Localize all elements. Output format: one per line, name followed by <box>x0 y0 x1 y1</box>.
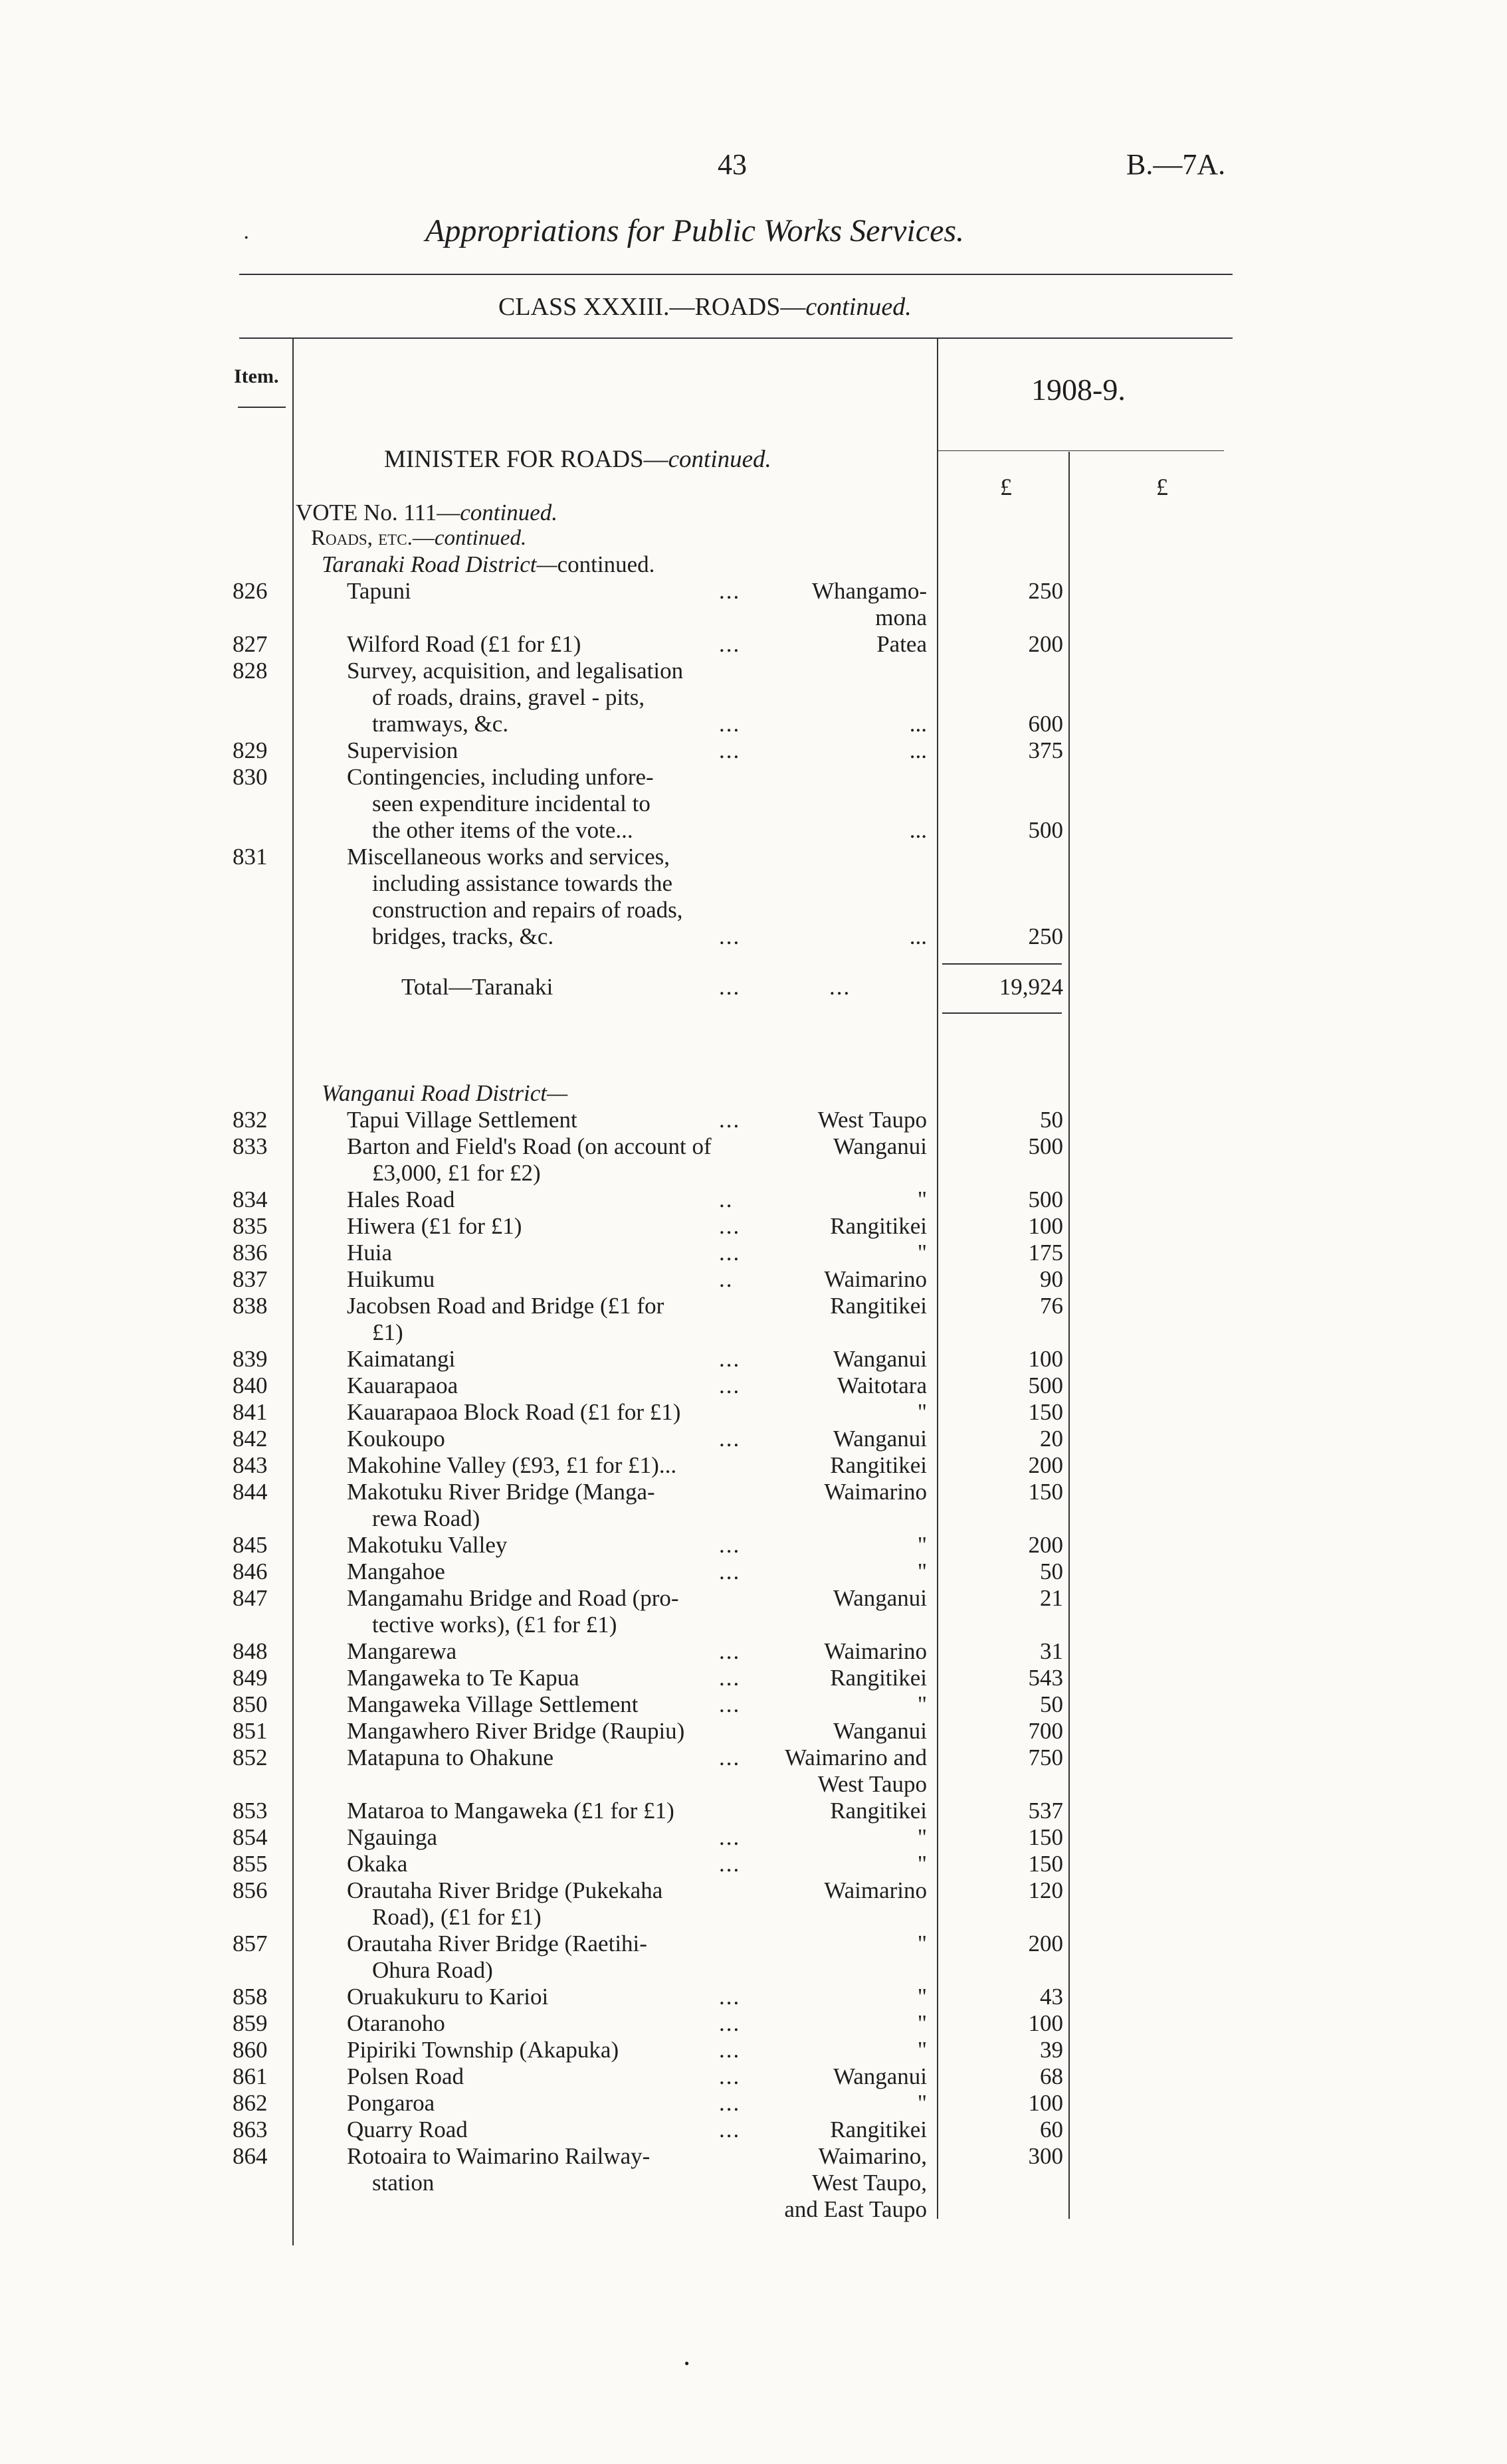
amount-value: 150 <box>1028 1399 1063 1425</box>
item-description: Jacobsen Road and Bridge (£1 for <box>347 1293 664 1319</box>
item-number: 827 <box>233 631 268 657</box>
district-name: Wanganui <box>833 1426 927 1452</box>
amount-value: 750 <box>1028 1745 1063 1770</box>
table-row <box>0 897 1507 923</box>
district-name: " <box>917 1851 927 1877</box>
item-description: seen expenditure incidental to <box>372 791 651 816</box>
total-dots: ... <box>719 974 741 1000</box>
item-number: 838 <box>233 1293 268 1319</box>
amount-value: 500 <box>1028 1186 1063 1212</box>
document-reference: B.—7A. <box>1126 148 1226 181</box>
amount-value: 500 <box>1028 817 1063 843</box>
district-name: Wanganui <box>833 1585 927 1611</box>
item-description: Road), (£1 for £1) <box>372 1904 542 1930</box>
table-row <box>0 1186 1507 1213</box>
item-description: Orautaha River Bridge (Pukekaha <box>347 1877 663 1903</box>
district-name: " <box>917 1824 927 1850</box>
item-description: Makotuku River Bridge (Manga- <box>347 1479 655 1505</box>
item-column-header: Item. <box>234 365 279 387</box>
district-name: " <box>917 1186 927 1212</box>
table-row <box>0 791 1507 817</box>
table-row <box>0 1559 1507 1585</box>
total-dots-2: ... <box>829 974 851 1000</box>
item-number: 848 <box>233 1638 268 1664</box>
item-number: 828 <box>233 658 268 684</box>
item-description: Pipiriki Township (Akapuka) <box>347 2037 619 2063</box>
item-number: 860 <box>233 2037 268 2063</box>
item-description: Matapuna to Ohakune <box>347 1745 554 1770</box>
leader-dots: ... <box>719 578 741 604</box>
district-name: and East Taupo <box>784 2196 927 2222</box>
district-name: mona <box>875 605 927 630</box>
item-description: Mangamahu Bridge and Road (pro- <box>347 1585 679 1611</box>
amount-value: 200 <box>1028 1532 1063 1558</box>
district-name: West Taupo <box>817 1771 927 1797</box>
table-row <box>0 711 1507 737</box>
table-row <box>0 1585 1507 1612</box>
amount-value: 250 <box>1028 923 1063 949</box>
wanganui-heading: Wanganui Road District— <box>322 1080 568 1106</box>
amount-value: 500 <box>1028 1133 1063 1159</box>
district-name: " <box>917 1931 927 1956</box>
item-description: Huikumu <box>347 1266 435 1292</box>
table-row <box>0 2090 1507 2117</box>
item-description: Miscellaneous works and services, <box>347 844 670 870</box>
item-description: tective works), (£1 for £1) <box>372 1612 617 1638</box>
item-number: 846 <box>233 1559 268 1584</box>
district-name: Waimarino and <box>785 1745 927 1770</box>
leader-dots: ... <box>719 1984 741 2010</box>
leader-dots: ... <box>719 1240 741 1266</box>
district-name: Wanganui <box>833 2063 927 2089</box>
item-number: 831 <box>233 844 268 870</box>
leader-dots: ... <box>719 1691 741 1717</box>
district-name: " <box>917 1532 927 1558</box>
item-number: 836 <box>233 1240 268 1266</box>
leader-dots: ... <box>719 1373 741 1398</box>
table-row <box>0 1851 1507 1877</box>
table-row <box>0 1638 1507 1665</box>
leader-dots: ... <box>719 1559 741 1584</box>
item-description: Mangahoe <box>347 1559 445 1584</box>
table-row <box>0 605 1507 631</box>
currency-symbol-2: £ <box>1156 474 1168 500</box>
item-description: Oruakukuru to Karioi <box>347 1984 549 2010</box>
bullet-mark: ● <box>245 234 249 240</box>
item-description: Mangarewa <box>347 1638 457 1664</box>
district-name: " <box>917 1240 927 1266</box>
table-row <box>0 1771 1507 1798</box>
table-row <box>0 1691 1507 1718</box>
leader-dots: ... <box>719 1426 741 1452</box>
district-name: West Taupo <box>817 1107 927 1133</box>
district-name: " <box>917 1691 927 1717</box>
table-row <box>0 2143 1507 2170</box>
amount-value: 76 <box>1040 1293 1063 1319</box>
district-name: Whangamo- <box>812 578 927 604</box>
item-number: 840 <box>233 1373 268 1398</box>
table-row <box>0 923 1507 950</box>
amount-value: 120 <box>1028 1877 1063 1903</box>
item-description: construction and repairs of roads, <box>372 897 683 923</box>
item-number: 830 <box>233 764 268 790</box>
district-name: ... <box>909 923 927 949</box>
item-description: Pongaroa <box>347 2090 435 2116</box>
page-number: 43 <box>718 148 747 181</box>
leader-dots: ... <box>719 631 741 657</box>
item-description: Otaranoho <box>347 2010 445 2036</box>
taranaki-heading: Taranaki Road District—continued. <box>322 551 655 577</box>
item-header-underline <box>238 407 286 408</box>
amount-value: 700 <box>1028 1718 1063 1744</box>
table-row <box>0 1452 1507 1479</box>
table-row <box>0 737 1507 764</box>
item-description: Okaka <box>347 1851 408 1877</box>
leader-dots: ... <box>719 1824 741 1850</box>
district-name: Waimarino <box>824 1266 927 1292</box>
district-name: Rangitikei <box>830 1213 927 1239</box>
item-number: 850 <box>233 1691 268 1717</box>
table-row <box>0 764 1507 791</box>
district-name: Rangitikei <box>830 1665 927 1691</box>
item-number: 859 <box>233 2010 268 2036</box>
amount-value: 200 <box>1028 631 1063 657</box>
table-row <box>0 870 1507 897</box>
item-number: 854 <box>233 1824 268 1850</box>
district-name: " <box>917 2010 927 2036</box>
item-description: the other items of the vote... <box>372 817 633 843</box>
amount-value: 21 <box>1040 1585 1063 1611</box>
item-description: Hiwera (£1 for £1) <box>347 1213 522 1239</box>
item-number: 851 <box>233 1718 268 1744</box>
district-name: Rangitikei <box>830 1293 927 1319</box>
table-row <box>0 1745 1507 1771</box>
table-row <box>0 1957 1507 1984</box>
leader-dots: .. <box>719 1266 734 1292</box>
item-description: £3,000, £1 for £2) <box>372 1160 541 1186</box>
vote-heading: VOTE No. 111—continued. <box>296 500 558 525</box>
item-description: Ohura Road) <box>372 1957 493 1983</box>
table-row <box>0 1399 1507 1426</box>
table-row <box>0 631 1507 658</box>
table-row <box>0 1319 1507 1346</box>
year-underline <box>938 450 1224 451</box>
leader-dots: ... <box>719 1745 741 1770</box>
item-description: Huia <box>347 1240 393 1266</box>
amount-value: 150 <box>1028 1479 1063 1505</box>
item-description: Quarry Road <box>347 2117 468 2142</box>
amount-value: 543 <box>1028 1665 1063 1691</box>
item-description: Makohine Valley (£93, £1 for £1)... <box>347 1452 677 1478</box>
table-row <box>0 1346 1507 1373</box>
total-label: Total—Taranaki <box>401 974 553 1000</box>
district-name: " <box>917 1399 927 1425</box>
table-row <box>0 2170 1507 2196</box>
table-row <box>0 2196 1507 2223</box>
table-row <box>0 1931 1507 1957</box>
taranaki-total-row <box>0 974 1507 1000</box>
item-description: tramways, &c. <box>372 711 509 737</box>
district-name: " <box>917 2090 927 2116</box>
amount-value: 537 <box>1028 1798 1063 1824</box>
district-name: Waimarino <box>824 1638 927 1664</box>
leader-dots: ... <box>719 2117 741 2142</box>
item-number: 844 <box>233 1479 268 1505</box>
amount-value: 100 <box>1028 2010 1063 2036</box>
amount-value: 43 <box>1040 1984 1063 2010</box>
table-row <box>0 1213 1507 1240</box>
leader-dots: .. <box>719 1186 734 1212</box>
table-row <box>0 817 1507 844</box>
table-row <box>0 2010 1507 2037</box>
district-name: " <box>917 1984 927 2010</box>
table-row <box>0 1107 1507 1133</box>
year-header: 1908-9. <box>1031 373 1126 407</box>
amount-value: 60 <box>1040 2117 1063 2142</box>
district-name: Rangitikei <box>830 1452 927 1478</box>
amount-value: 50 <box>1040 1107 1063 1133</box>
item-number: 837 <box>233 1266 268 1292</box>
currency-symbol-1: £ <box>1000 474 1012 500</box>
table-row <box>0 1373 1507 1399</box>
table-row <box>0 1133 1507 1160</box>
amount-value: 150 <box>1028 1824 1063 1850</box>
item-number: 845 <box>233 1532 268 1558</box>
item-number: 834 <box>233 1186 268 1212</box>
leader-dots: ... <box>719 2063 741 2089</box>
district-name: Waimarino, <box>818 2143 927 2169</box>
minister-heading: MINISTER FOR ROADS—continued. <box>384 446 771 473</box>
leader-dots: ... <box>719 923 741 949</box>
district-name: Rangitikei <box>830 2117 927 2142</box>
item-description: including assistance towards the <box>372 870 672 896</box>
district-name: Rangitikei <box>830 1798 927 1824</box>
district-name: ... <box>909 817 927 843</box>
class-heading: CLASS XXXIII.—ROADS—continued. <box>498 293 912 321</box>
item-description: Survey, acquisition, and legalisation <box>347 658 684 684</box>
item-description: Mangaweka to Te Kapua <box>347 1665 579 1691</box>
item-description: Supervision <box>347 737 458 763</box>
total-amount: 19,924 <box>999 974 1063 1000</box>
title-rule <box>239 274 1233 275</box>
item-number: 829 <box>233 737 268 763</box>
leader-dots: ... <box>719 737 741 763</box>
item-description: Wilford Road (£1 for £1) <box>347 631 581 657</box>
district-name: Patea <box>876 631 927 657</box>
amount-value: 600 <box>1028 711 1063 737</box>
leader-dots: ... <box>719 1665 741 1691</box>
table-row <box>0 1984 1507 2010</box>
amount-value: 200 <box>1028 1931 1063 1956</box>
table-row <box>0 1293 1507 1319</box>
table-row <box>0 684 1507 711</box>
item-description: Hales Road <box>347 1186 455 1212</box>
amount-value: 375 <box>1028 737 1063 763</box>
amount-value: 50 <box>1040 1691 1063 1717</box>
item-description: Polsen Road <box>347 2063 464 2089</box>
table-row <box>0 1160 1507 1186</box>
item-description: Mangawhero River Bridge (Raupiu) <box>347 1718 685 1744</box>
district-name: Wanganui <box>833 1346 927 1372</box>
item-number: 861 <box>233 2063 268 2089</box>
leader-dots: ... <box>719 2037 741 2063</box>
table-row <box>0 1904 1507 1931</box>
table-row <box>0 1824 1507 1851</box>
table-row <box>0 578 1507 605</box>
item-number: 833 <box>233 1133 268 1159</box>
district-name: Wanganui <box>833 1133 927 1159</box>
table-row <box>0 2063 1507 2090</box>
item-number: 856 <box>233 1877 268 1903</box>
amount-value: 68 <box>1040 2063 1063 2089</box>
item-description: Contingencies, including unfore- <box>347 764 654 790</box>
amount-value: 175 <box>1028 1240 1063 1266</box>
leader-dots: ... <box>719 1346 741 1372</box>
item-description: Makotuku Valley <box>347 1532 508 1558</box>
table-row <box>0 2117 1507 2143</box>
item-description: rewa Road) <box>372 1505 480 1531</box>
item-description: £1) <box>372 1319 403 1345</box>
item-description: station <box>372 2170 435 2196</box>
leader-dots: ... <box>719 2090 741 2116</box>
leader-dots: ... <box>719 711 741 737</box>
table-row <box>0 1505 1507 1532</box>
district-name: Waimarino <box>824 1877 927 1903</box>
table-row <box>0 1532 1507 1559</box>
amount-value: 150 <box>1028 1851 1063 1877</box>
table-row <box>0 658 1507 684</box>
item-description: Mataroa to Mangaweka (£1 for £1) <box>347 1798 674 1824</box>
item-number: 858 <box>233 1984 268 2010</box>
table-row <box>0 1718 1507 1745</box>
table-row <box>0 1877 1507 1904</box>
amount-value: 250 <box>1028 578 1063 604</box>
item-number: 842 <box>233 1426 268 1452</box>
amount-value: 300 <box>1028 2143 1063 2169</box>
table-row <box>0 1266 1507 1293</box>
amount-value: 100 <box>1028 2090 1063 2116</box>
item-number: 855 <box>233 1851 268 1877</box>
leader-dots: ... <box>719 1638 741 1664</box>
item-description: Ngauinga <box>347 1824 438 1850</box>
table-row <box>0 844 1507 870</box>
item-number: 835 <box>233 1213 268 1239</box>
leader-dots: ... <box>719 2010 741 2036</box>
amount-value: 100 <box>1028 1213 1063 1239</box>
total-under-rule <box>942 1012 1062 1014</box>
table-row <box>0 1798 1507 1824</box>
total-rule <box>942 963 1062 965</box>
leader-dots: ... <box>719 1213 741 1239</box>
item-description: Tapui Village Settlement <box>347 1107 577 1133</box>
item-description: Kauarapaoa <box>347 1373 458 1398</box>
amount-value: 50 <box>1040 1559 1063 1584</box>
item-number: 863 <box>233 2117 268 2142</box>
item-number: 852 <box>233 1745 268 1770</box>
table-row <box>0 1665 1507 1691</box>
amount-value: 200 <box>1028 1452 1063 1478</box>
table-row <box>0 1612 1507 1638</box>
item-description: bridges, tracks, &c. <box>372 923 554 949</box>
district-name: ... <box>909 711 927 737</box>
item-description: Kaimatangi <box>347 1346 456 1372</box>
item-description: of roads, drains, gravel - pits, <box>372 684 645 710</box>
item-number: 847 <box>233 1585 268 1611</box>
district-name: Wanganui <box>833 1718 927 1744</box>
item-description: Koukoupo <box>347 1426 445 1452</box>
district-name: Waitotara <box>837 1373 927 1398</box>
amount-value: 31 <box>1040 1638 1063 1664</box>
amount-value: 20 <box>1040 1426 1063 1452</box>
district-name: West Taupo, <box>812 2170 927 2196</box>
roads-heading: Roads, etc.—continued. <box>311 526 527 550</box>
district-name: ... <box>909 737 927 763</box>
item-description: Orautaha River Bridge (Raetihi- <box>347 1931 647 1956</box>
item-number: 826 <box>233 578 268 604</box>
item-number: 864 <box>233 2143 268 2169</box>
amount-value: 39 <box>1040 2037 1063 2063</box>
amount-value: 90 <box>1040 1266 1063 1292</box>
table-row <box>0 1240 1507 1266</box>
amount-value: 500 <box>1028 1373 1063 1398</box>
district-name: " <box>917 2037 927 2063</box>
leader-dots: ... <box>719 1851 741 1877</box>
item-description: Mangaweka Village Settlement <box>347 1691 639 1717</box>
table-row <box>0 1426 1507 1452</box>
item-number: 839 <box>233 1346 268 1372</box>
item-description: Barton and Field's Road (on account of <box>347 1133 712 1159</box>
item-description: Rotoaira to Waimarino Railway- <box>347 2143 651 2169</box>
footer-dot: ● <box>684 2358 690 2368</box>
leader-dots: ... <box>719 1107 741 1133</box>
item-number: 841 <box>233 1399 268 1425</box>
district-name: Waimarino <box>824 1479 927 1505</box>
table-row <box>0 1479 1507 1505</box>
item-description: Tapuni <box>347 578 411 604</box>
table-row <box>0 2037 1507 2063</box>
item-number: 849 <box>233 1665 268 1691</box>
table-top-rule <box>239 337 1233 339</box>
item-number: 862 <box>233 2090 268 2116</box>
leader-dots: ... <box>719 1532 741 1558</box>
item-number: 832 <box>233 1107 268 1133</box>
item-number: 843 <box>233 1452 268 1478</box>
district-name: " <box>917 1559 927 1584</box>
item-number: 853 <box>233 1798 268 1824</box>
page-title: Appropriations for Public Works Services. <box>425 213 965 248</box>
amount-value: 100 <box>1028 1346 1063 1372</box>
item-description: Kauarapaoa Block Road (£1 for £1) <box>347 1399 681 1425</box>
item-number: 857 <box>233 1931 268 1956</box>
